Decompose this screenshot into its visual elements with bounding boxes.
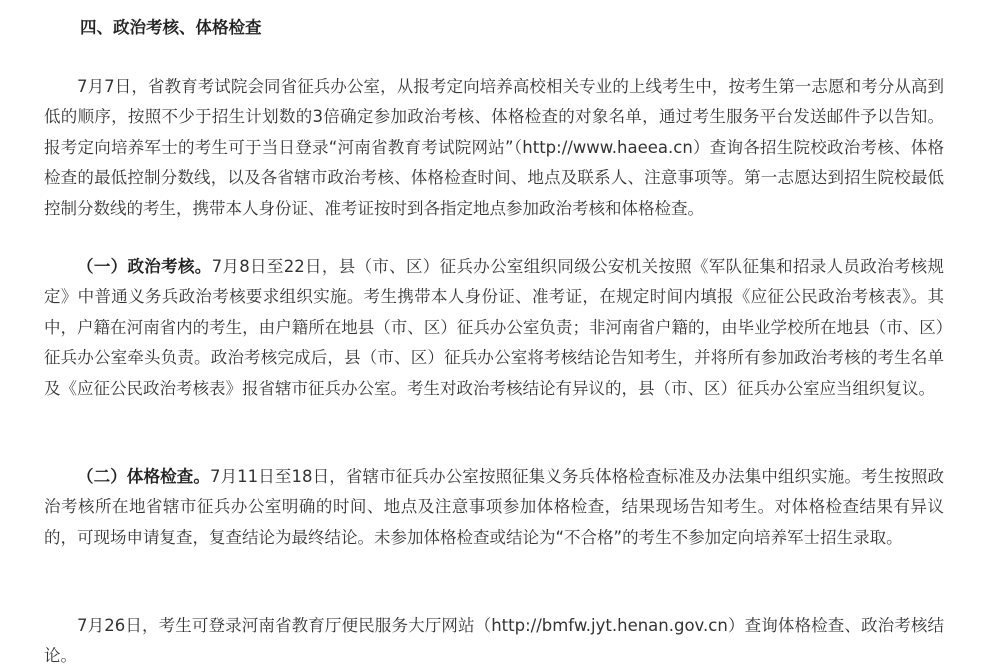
paragraph-result-query: 7月26日，考生可登录河南省教育厅便民服务大厅网站（http://bmfw.jyt.henan.gov.cn）查询体格检查、政治考核结论。: [44, 616, 944, 666]
political-review-body: 7月8日至22日，县（市、区）征兵办公室组织同级公安机关按照《军队征集和招录人员政治考核规定》中普通义务兵政治考核要求组织实施。考生携带本人身份证、准考证，在规定时间内填报《应征公民政治考核表》。其中，户籍在河南省内的考生，由户籍所在地县（市、区）征兵办公室负责；非河南省户籍的，由毕业学校所在地县（市、区）征兵办公室牵头负责。政治考核完成后，县（市、区）征兵办公室将考核结论告知考生，并将所有参加政治考核的考生名单及《应征公民政治考核表》报省辖市征兵办公室。考生对政治考核结论有异议的，县（市、区）征兵办公室应当组织复议。: [44, 257, 944, 398]
paragraph-political-review: [44, 252, 944, 404]
paragraph-admission-notice: 7月7日，省教育考试院会同省征兵办公室，从报考定向培养高校相关专业的上线考生中，按考生第一志愿和考分从高到低的顺序，按照不少于招生计划数的3倍确定参加政治考核、体格检查的对象名单，通过考生服务平台发送邮件予以告知。报考定向培养军士的考生可于当日登录“河南省教育考试院网站”（http://www.haeea.cn）查询各招生院校政治考核、体格检查的最低控制分数线，以及各省辖市政治考核、体格检查时间、地点及联系人、注意事项等。第一志愿达到招生院校最低控制分数线的考生，携带本人身份证、准考证按时到各指定地点参加政治考核和体格检查。: [44, 77, 944, 218]
political-review-lead: （一）政治考核。: [77, 257, 212, 276]
physical-exam-lead: （二）体格检查。: [77, 467, 210, 486]
section-heading: 四、政治考核、体格检查: [80, 18, 262, 37]
physical-exam-body: 7月11日至18日，省辖市征兵办公室按照征集义务兵体格检查标准及办法集中组织实施。考生按照政治考核所在地省辖市征兵办公室明确的时间、地点及注意事项参加体格检查，结果现场告知考生。对体格检查结果有异议的，可现场申请复查，复查结论为最终结论。未参加体格检查或结论为“不合格”的考生不参加定向培养军士招生录取。: [44, 467, 945, 547]
paragraph-physical-exam: [44, 462, 944, 553]
